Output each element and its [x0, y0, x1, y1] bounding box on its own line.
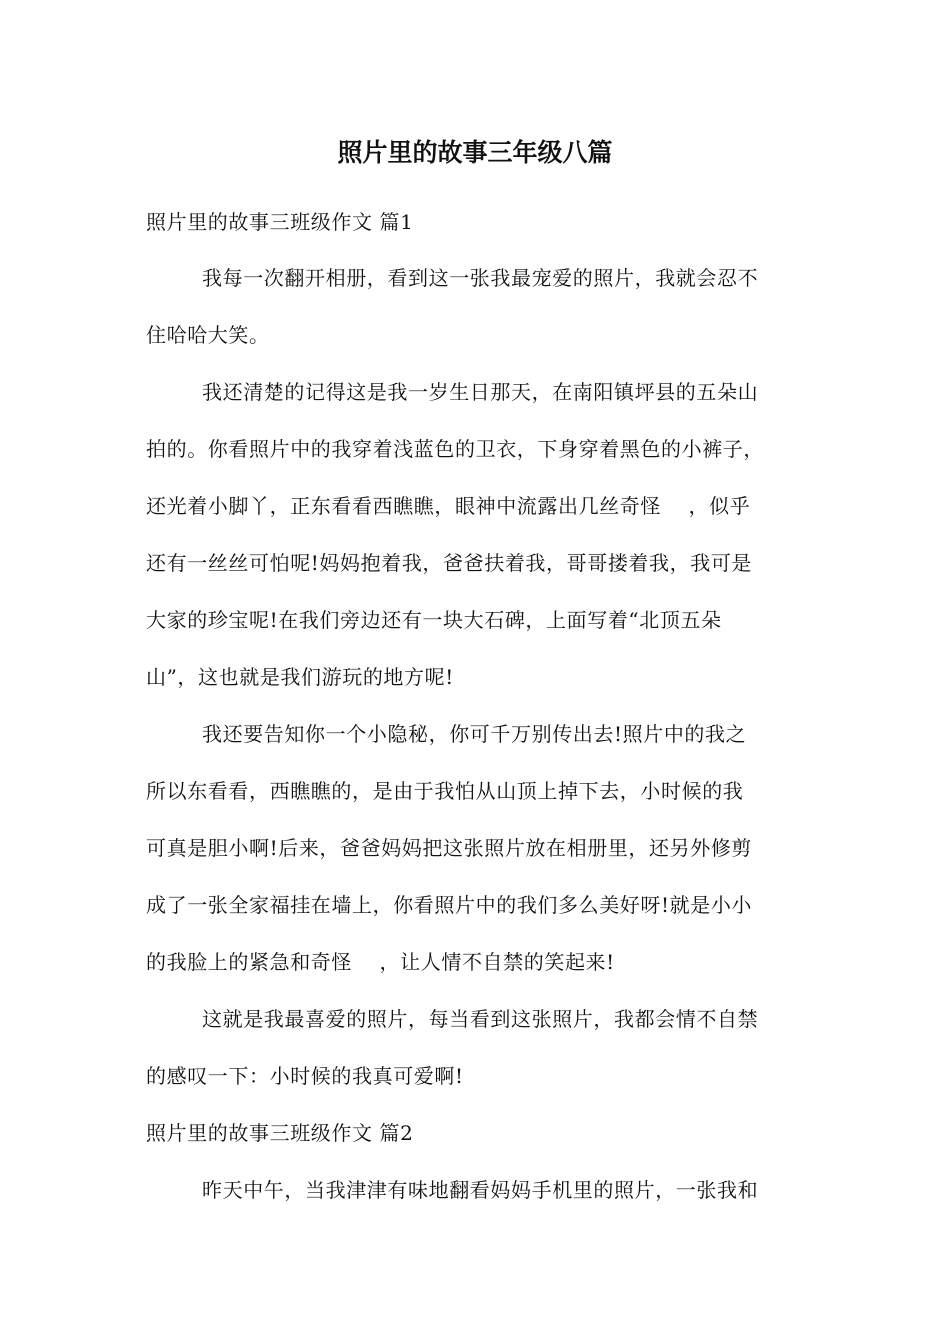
paragraph-line: 拍的。你看照片中的我穿着浅蓝色的卫衣，下身穿着黑色的小裤子，	[146, 437, 764, 461]
paragraph-line: 我还清楚的记得这是我一岁生日那天，在南阳镇坪县的五朵山	[202, 380, 759, 404]
paragraph-line: 的我脸上的紧急和奇怪 ，让人情不自禁的笑起来!	[146, 950, 615, 974]
paragraph-line: 我每一次翻开相册，看到这一张我最宠爱的照片，我就会忍不	[202, 266, 759, 290]
paragraph-line: 可真是胆小啊!后来，爸爸妈妈把这张照片放在相册里，还另外修剪	[146, 836, 753, 860]
paragraph-line: 成了一张全家福挂在墙上，你看照片中的我们多么美好呀!就是小小	[146, 893, 753, 917]
paragraph-line: 所以东看看，西瞧瞧的，是由于我怕从山顶上掉下去，小时候的我	[146, 779, 744, 803]
paragraph-line: 这就是我最喜爱的照片，每当看到这张照片，我都会情不自禁	[202, 1007, 759, 1031]
section-heading: 照片里的故事三班级作文 篇1	[146, 210, 414, 234]
paragraph-line: 还有一丝丝可怕呢!妈妈抱着我，爸爸扶着我，哥哥搂着我，我可是	[146, 551, 753, 575]
paragraph-line: 昨天中午，当我津津有味地翻看妈妈手机里的照片，一张我和	[202, 1178, 759, 1202]
section-heading: 照片里的故事三班级作文 篇2	[146, 1121, 414, 1145]
paragraph-line: 住哈哈大笑。	[146, 323, 270, 347]
paragraph-line: 大家的珍宝呢!在我们旁边还有一块大石碑，上面写着“北顶五朵	[146, 608, 722, 632]
document-title: 照片里的故事三年级八篇	[337, 138, 613, 167]
paragraph-line: 还光着小脚丫，正东看看西瞧瞧，眼神中流露出几丝奇怪 ，似乎	[146, 494, 751, 518]
paragraph-line: 的感叹一下：小时候的我真可爱啊!	[146, 1064, 464, 1088]
paragraph-line: 山”，这也就是我们游玩的地方呢!	[146, 665, 454, 689]
paragraph-line: 我还要告知你一个小隐秘，你可千万别传出去!照片中的我之	[202, 722, 747, 746]
